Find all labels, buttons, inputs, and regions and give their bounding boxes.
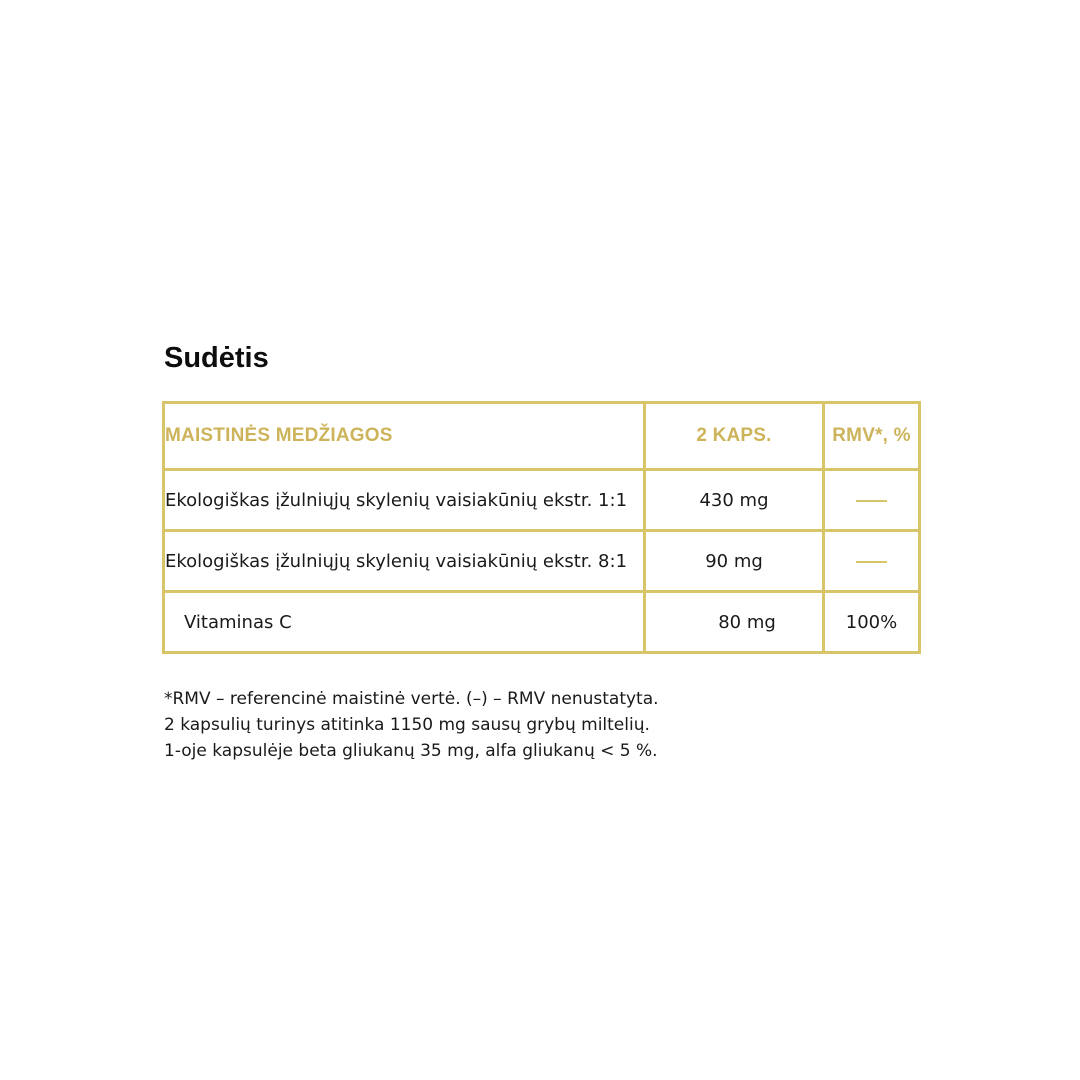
- page-title: Sudėtis: [164, 342, 269, 374]
- table-row: [164, 592, 920, 653]
- header-amount: 2 KAPS.: [645, 403, 824, 470]
- ingredient-name: Vitaminas C: [164, 592, 645, 653]
- ingredient-name: Ekologiškas įžulniųjų skylenių vaisiakūnių ekstr. 8:1: [164, 531, 645, 592]
- composition-table: [162, 401, 921, 654]
- ingredient-name: Ekologiškas įžulniųjų skylenių vaisiakūnių ekstr. 1:1: [164, 470, 645, 531]
- footnote-glucans: 1-oje kapsulėje beta gliukanų 35 mg, alfa gliukanų < 5 %.: [164, 741, 658, 761]
- ingredient-rmv: [824, 470, 920, 531]
- table-header-row: [164, 403, 920, 470]
- footnotes: [164, 686, 659, 764]
- ingredient-rmv: 100%: [824, 592, 920, 653]
- footnote-capsule-content: 2 kapsulių turinys atitinka 1150 mg sausų grybų miltelių.: [164, 715, 650, 735]
- header-ingredients: MAISTINĖS MEDŽIAGOS: [164, 403, 645, 470]
- ingredient-amount: 80 mg: [645, 592, 824, 653]
- rmv-not-set-dash: [856, 500, 887, 502]
- ingredient-rmv: [824, 531, 920, 592]
- table-row: [164, 470, 920, 531]
- header-rmv: RMV*, %: [824, 403, 920, 470]
- rmv-not-set-dash: [856, 561, 887, 563]
- ingredient-amount: 90 mg: [645, 531, 824, 592]
- footnote-rmv: *RMV – referencinė maistinė vertė. (–) – RMV nenustatyta.: [164, 689, 659, 709]
- table-row: [164, 531, 920, 592]
- composition-table-container: [162, 401, 921, 654]
- ingredient-amount: 430 mg: [645, 470, 824, 531]
